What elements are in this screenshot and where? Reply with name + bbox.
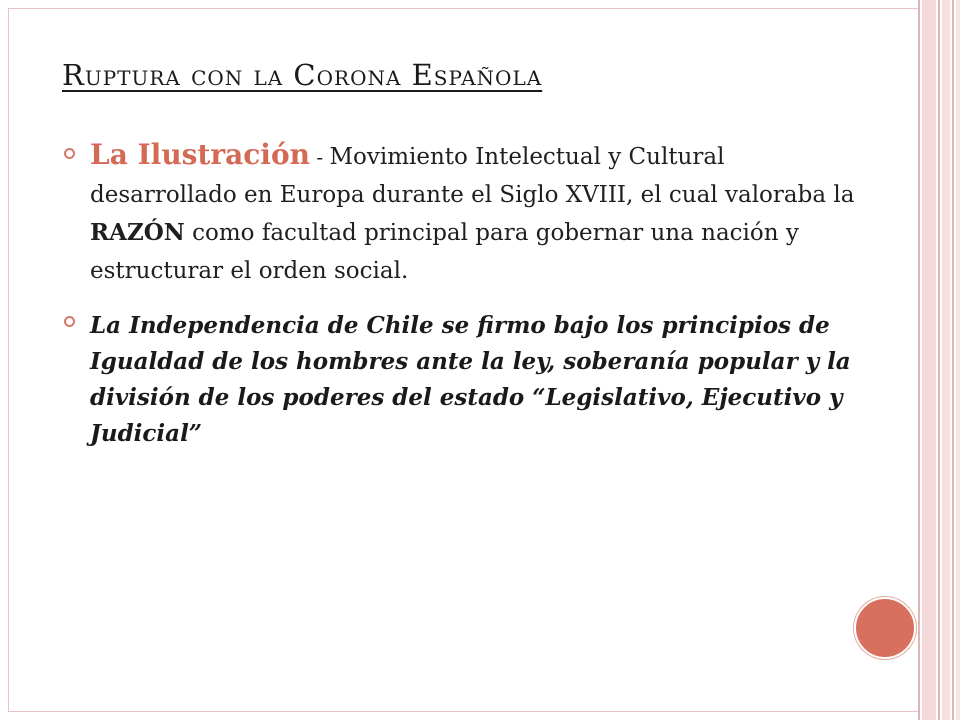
bullet-separator: -: [309, 145, 330, 169]
bullet-term: La Ilustración: [90, 138, 310, 171]
bullet-emphasis: RAZÓN: [90, 219, 185, 246]
decorative-circle: [854, 597, 916, 659]
stripe: [956, 0, 960, 720]
bullet-item-ilustracion: [62, 136, 862, 290]
stripe: [922, 0, 936, 720]
stripe: [938, 0, 940, 720]
bullet-circle-icon: [64, 148, 75, 159]
decorative-stripes: [918, 0, 960, 720]
bullet-text: La Independencia de Chile se firmo bajo los principios de Igualdad de los hombres ante la ley, soberanía popular y la división de los poderes del estado “Legislativo, Ejecutivo y Judicial”: [90, 312, 851, 447]
stripe: [952, 0, 954, 720]
stripe: [942, 0, 950, 720]
bullet-item-independencia: [62, 308, 862, 452]
stripe: [918, 0, 920, 720]
bullet-list: [62, 136, 862, 470]
slide-title: Ruptura con la Corona Española: [62, 58, 543, 92]
bullet-text-after: como facultad principal para gobernar una nación y estructurar el orden social.: [90, 220, 799, 284]
bullet-circle-icon: [64, 316, 75, 327]
bullet-text: [90, 136, 862, 290]
bullet-text-before: Movimiento Intelectual y Cultural desarrollado en Europa durante el Siglo XVIII, el cual valoraba la: [90, 144, 855, 208]
